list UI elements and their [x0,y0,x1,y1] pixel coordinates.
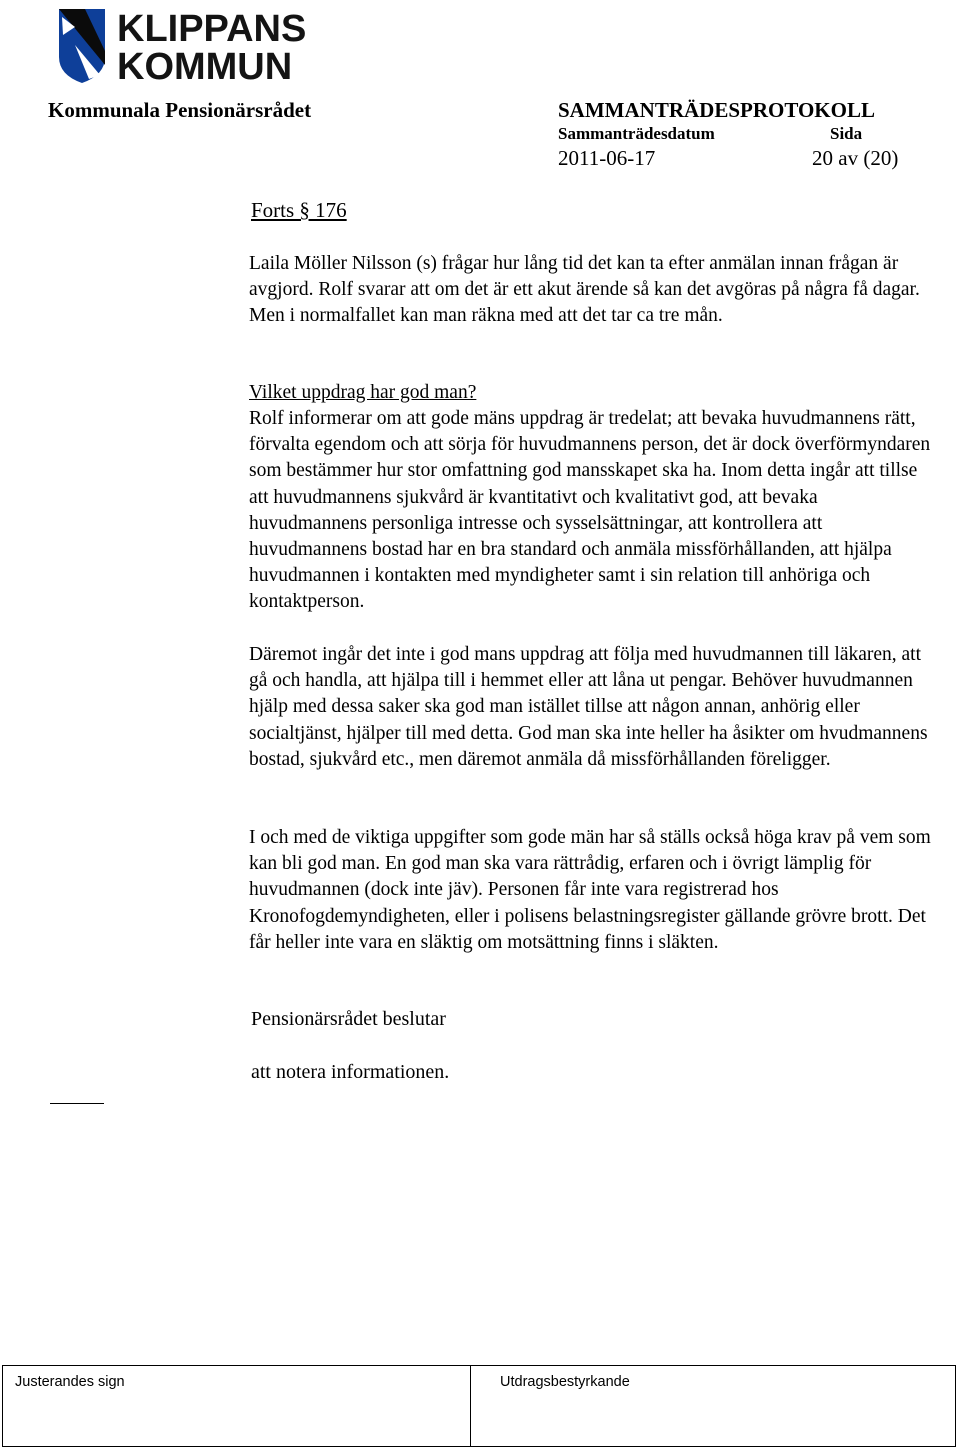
page-label: Sida [830,124,863,143]
paragraph-question: Laila Möller Nilsson (s) frågar hur lång tid det kan ta efter anmälan innan frågan är avgjord. Rolf svarar att om det är ett akut ärende så kan det avgöras på några få dagar. Men i normalfallet kan man räkna med att det tar ca tre mån. [249,253,920,327]
organization-name: Kommunala Pensionärsrådet [48,98,312,122]
decision-heading: Pensionärsrådet beslutar [251,1008,446,1030]
document-type: SAMMANTRÄDESPROTOKOLL [558,98,875,122]
paragraph-exclusions: Däremot ingår det inte i god mans uppdrag att följa med huvudmannen till läkaren, att gå och handla, att hjälpa till i hemmet eller att låna ut pengar. Behöver huvudmannen hjälp med dessa saker ska god man istället tillse att någon annan, anhörig eller socialtjänst, hjälper till med detta. God man ska inte heller ha åsikter om hvudmannens bostad, sjukvård etc., men däremot anmäla då missförhållanden föreligger. [249,644,928,770]
decision-text: att notera informationen. [251,1061,450,1083]
signature-label: Justerandes sign [15,1374,125,1390]
meeting-date: 2011-06-17 [558,146,656,170]
page-number: 20 av (20) [812,146,899,170]
shield-emblem-icon [55,5,315,85]
municipality-logo [55,5,315,85]
paragraph-duties: Rolf informerar om att gode mäns uppdrag är tredelat; att bevaka huvudmannens rätt, förvalta egendom och att sörja för huvudmannens person, det är dock överförmyndaren som bestämmer hur stor omfattning god mansskapet ska ha. Inom detta ingår att tillse att huvudmannens sjukvård är kvantitativt och kvalitativt god, att bevaka huvudmannens personliga intresse och sysselsättningar, att kontrollera att huvudmannens bostad har en bra standard och anmäla missförhållanden, att hjälpa huvudmannen i kontakten med myndigheter samt i sin relation till anhöriga och kontaktperson. [249,408,931,613]
certification-label: Utdragsbestyrkande [500,1374,630,1390]
paragraph-requirements: I och med de viktiga uppgifter som gode män har så ställs också höga krav på vem som kan bli god man. En god man ska vara rättrådig, erfaren och i övrigt lämplig för huvudmannen (dock inte jäv). Personen får inte vara registrerad hos Kronofogdemyndigheten, eller i polisens belastningsregister gällande grövre brott. Det får heller inte vara en släktig om motsättning finns i släkten. [249,827,931,953]
signature-box [2,1365,956,1447]
logo-line1: KLIPPANS [117,8,307,50]
date-label: Sammanträdesdatum [558,124,715,143]
divider-line [50,1103,104,1104]
section-title: Forts § 176 [251,198,347,222]
logo-line2: KOMMUN [117,46,293,85]
subheading: Vilket uppdrag har god man? [249,382,477,403]
signature-box-divider [470,1365,471,1447]
